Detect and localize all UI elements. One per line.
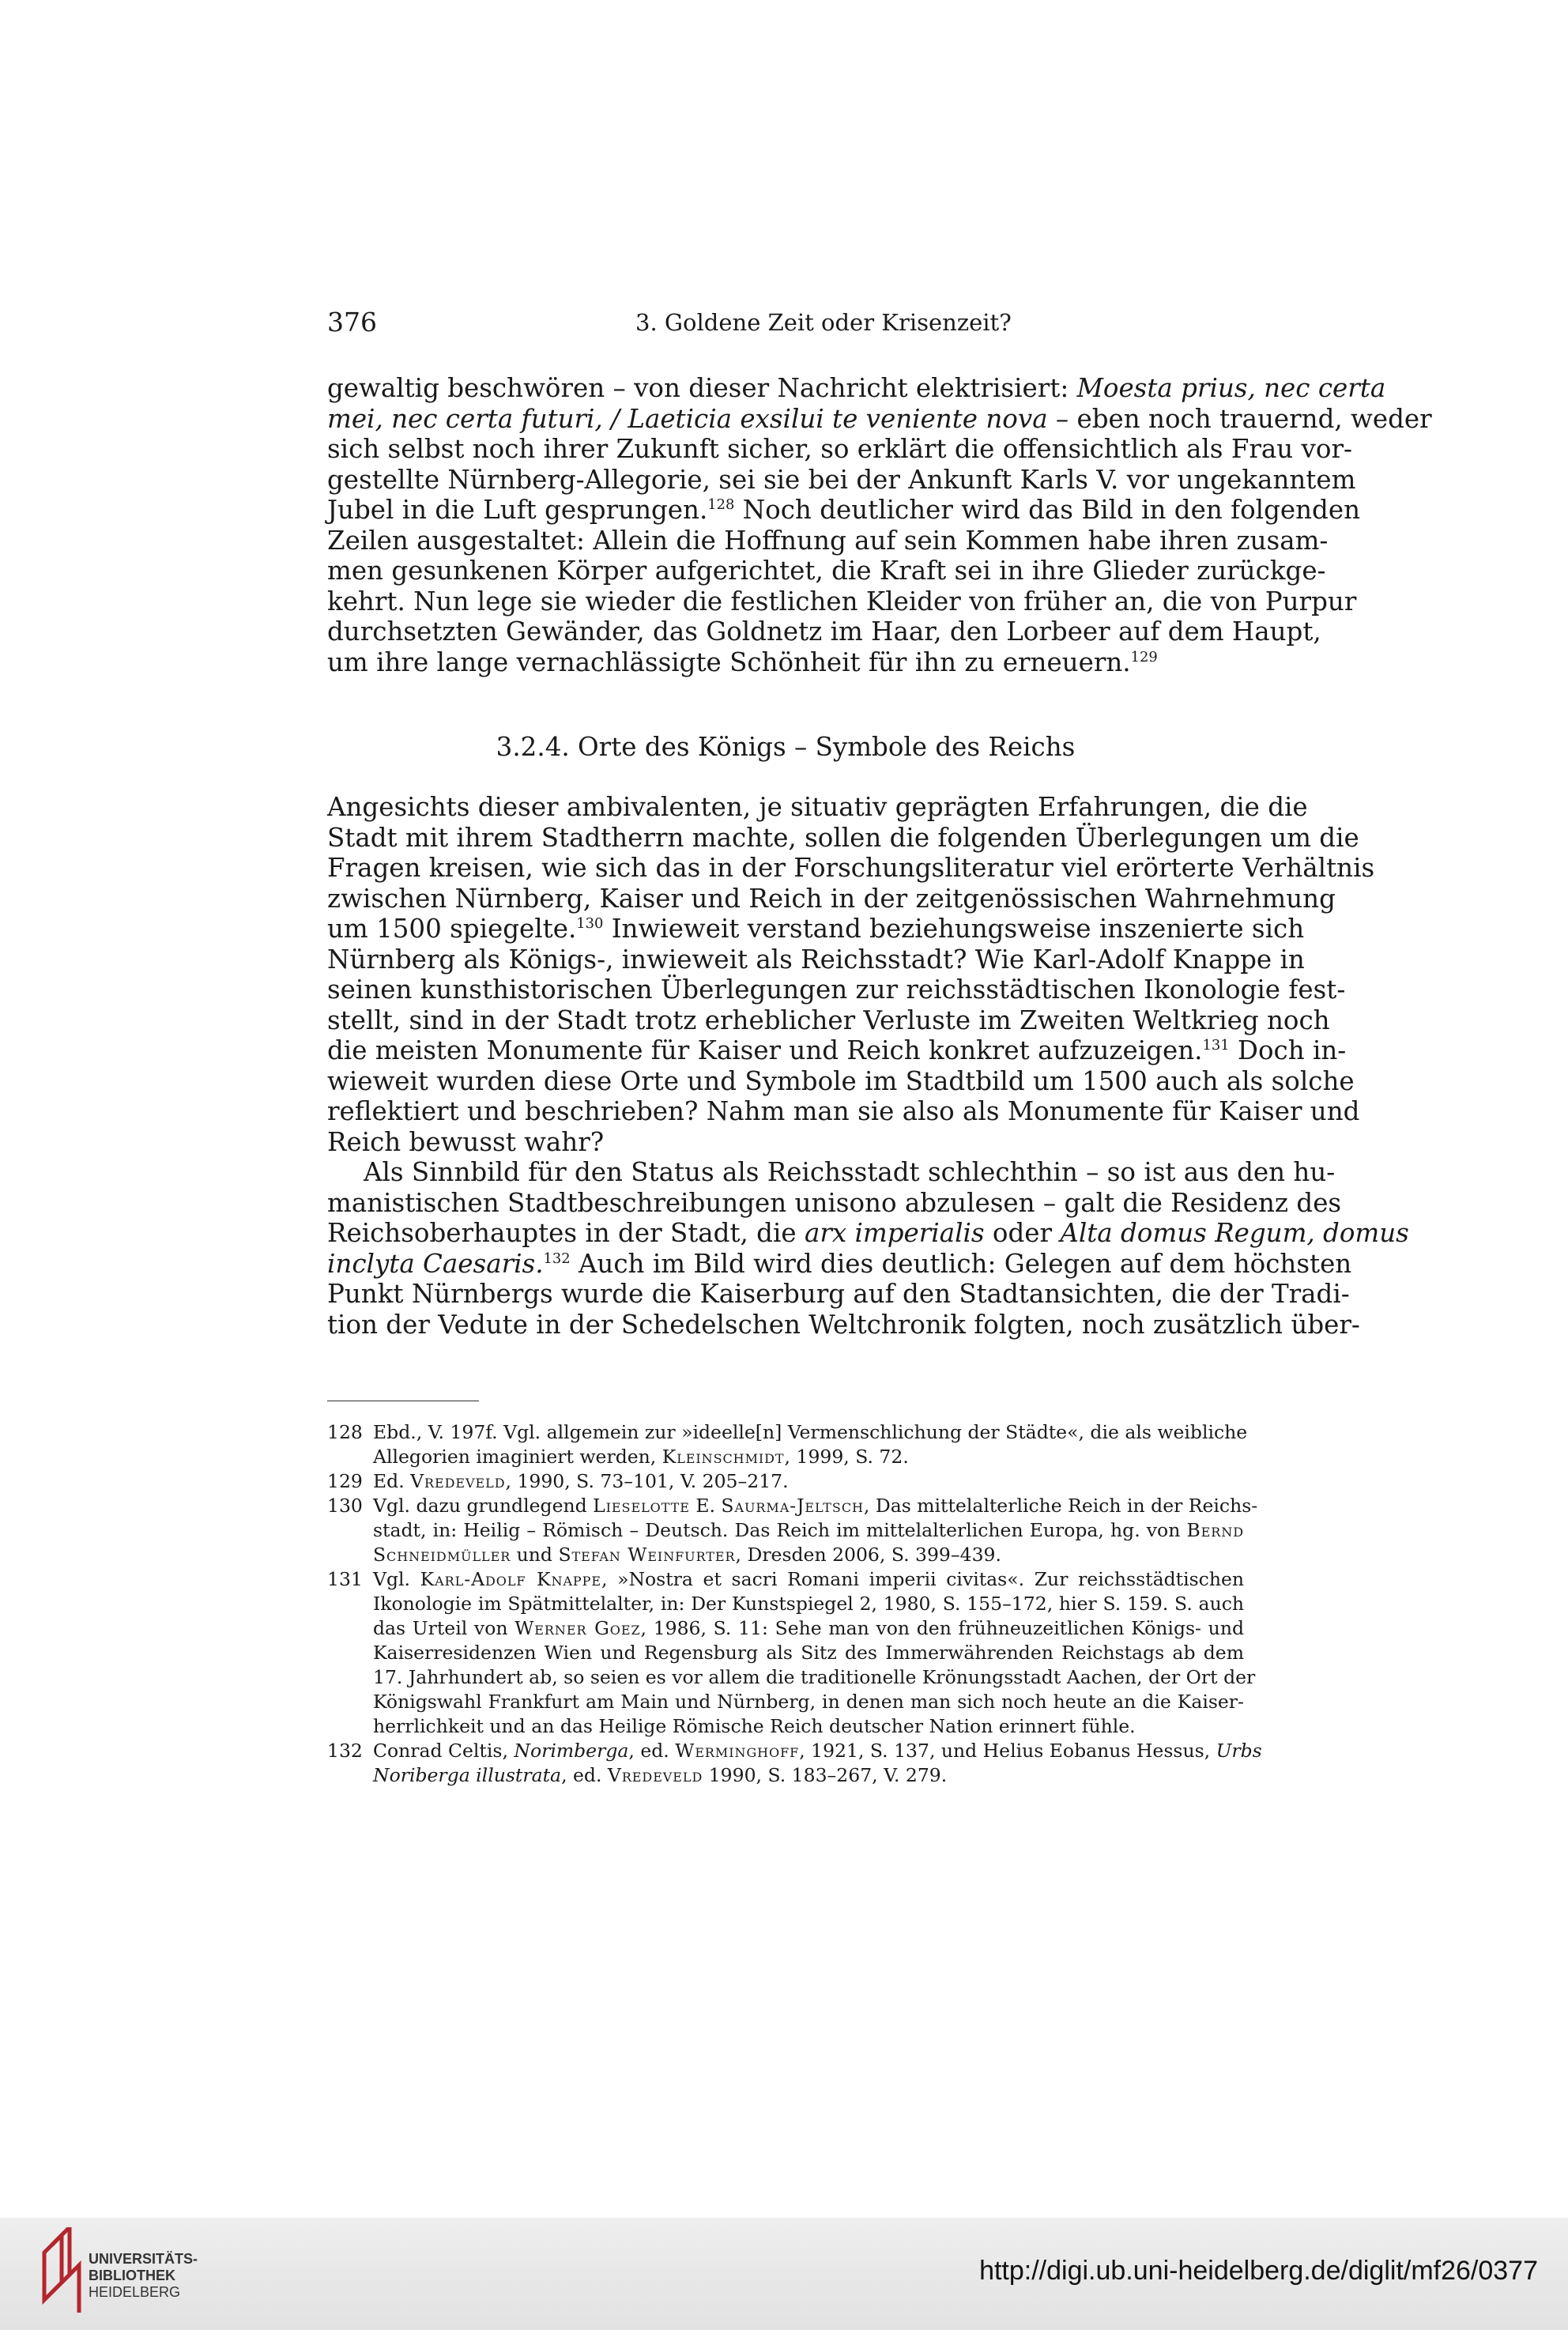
footnote-128 [327,1420,1248,1469]
footnote-number: 129 [327,1470,363,1492]
footnote-line: Allegorien imaginiert werden, Kleinschmidt, 1999, S. 72. [373,1446,909,1468]
footnotes [327,1420,1262,1788]
footnote-line: Ebd., V. 197f. Vgl. allgemein zur »ideelle[n] Vermenschlichung der Städte«, die als weibliche [373,1421,1248,1443]
footnote-130 [327,1494,1258,1567]
footnote-line: Vgl. Karl-Adolf Knappe, »Nostra et sacri Romani imperii civitas«. Zur reichsstädtischen [373,1568,1244,1590]
text-line: Als Sinnbild für den Status als Reichsstadt schlechthin – so ist aus den hu- [364,1157,1336,1187]
permalink-url[interactable]: http://digi.ub.uni-heidelberg.de/diglit/mf26/0377 [979,2256,1538,2286]
footnote-line: Königswahl Frankfurt am Main und Nürnberg, in denen man sich noch heute an die Kaiser- [373,1691,1244,1713]
text-line: wieweit wurden diese Orte und Symbole im Stadtbild um 1500 auch als solche [327,1065,1355,1096]
running-title: 3. Goldene Zeit oder Krisenzeit? [635,309,1012,336]
text-line: men gesunkenen Körper aufgerichtet, die Kraft sei in ihre Glieder zurückge- [327,556,1326,586]
library-name-line: HEIDELBERG [89,2284,181,2300]
text-line: Punkt Nürnbergs wurde die Kaiserburg auf den Stadtansichten, die der Tradi- [327,1279,1350,1309]
text-line: Jubel in die Luft gesprungen.$^{128}$ Noch deutlicher wird das Bild in den folgenden [327,495,1361,525]
section-heading: 3.2.4. Orte des Königs – Symbole des Reichs [496,732,1076,762]
text-line: tion der Vedute in der Schedelschen Weltchronik folgten, noch zusätzlich über- [327,1309,1360,1340]
text-line: Reich bewusst wahr? [327,1126,605,1157]
page-number: 376 [327,307,377,337]
text-line: um 1500 spiegelte.$^{130}$ Inwieweit verstand beziehungsweise inszenierte sich [327,914,1305,944]
footnote-number: 132 [327,1740,363,1762]
footnote-line: das Urteil von Werner Goez, 1986, S. 11: Sehe man von den frühneuzeitlichen Königs- und [373,1617,1244,1639]
text-line: inclyta Caesaris.$^{132}$ Auch im Bild wird dies deutlich: Gelegen auf dem höchsten [327,1248,1352,1279]
footnote-131 [327,1567,1256,1739]
text-line: reflektiert und beschrieben? Nahm man sie also als Monumente für Kaiser und [327,1096,1360,1126]
footnote-line: stadt, in: Heilig – Römisch – Deutsch. Das Reich im mittelalterlichen Europa, hg. von Bernd [373,1519,1244,1541]
library-name [89,2251,198,2301]
text-line: manistischen Stadtbeschreibungen unisono abzulesen – galt die Residenz des [327,1187,1342,1218]
text-line: seinen kunsthistorischen Überlegungen zur reichsstädtischen Ikonologie fest- [327,975,1346,1005]
library-name-line: BIBLIOTHEK [89,2268,175,2283]
digitization-footer [0,2218,1568,2330]
text-line: durchsetzten Gewänder, das Goldnetz im Haar, den Lorbeer auf dem Haupt, [327,616,1321,647]
footnote-line: Conrad Celtis, Norimberga, ed. Werminghoff, 1921, S. 137, und Helius Eobanus Hessus, Urbs [373,1740,1262,1762]
text-line: Stadt mit ihrem Stadtherrn machte, sollen die folgenden Überlegungen um die [327,822,1359,853]
footnote-line: Schneidmüller und Stefan Weinfurter, Dresden 2006, S. 399–439. [373,1544,1001,1566]
running-head [327,307,1244,338]
footnote-line: Ikonologie im Spätmittelalter, in: Der Kunstspiegel 2, 1980, S. 155–172, hier S. 159. S. auch [373,1593,1244,1615]
footnote-line: Ed. Vredeveld, 1990, S. 73–101, V. 205–217. [373,1470,789,1492]
text-line: mei, nec certa futuri, / Laeticia exsilui te veniente nova – eben noch trauernd, weder [327,403,1432,434]
text-line: Angesichts dieser ambivalenten, je situativ geprägten Erfahrungen, die die [327,792,1308,822]
text-line: Nürnberg als Königs-, inwieweit als Reichsstadt? Wie Karl-Adolf Knappe in [327,944,1305,975]
text-line: die meisten Monumente für Kaiser und Reich konkret aufzuzeigen.$^{131}$ Doch in- [327,1035,1347,1065]
text-line: sich selbst noch ihrer Zukunft sicher, so erklärt die offensichtlich als Frau vor- [327,434,1352,464]
text-line: um ihre lange vernachlässigte Schönheit für ihn zu erneuern.$^{129}$ [327,647,1158,677]
text-line: kehrt. Nun lege sie wieder die festlichen Kleider von früher an, die von Purpur [327,586,1357,616]
text-line: gewaltig beschwören – von dieser Nachricht elektrisiert: Moesta prius, nec certa [327,373,1386,403]
paragraph-section-body [327,792,1409,1340]
library-logo-icon [38,2227,85,2314]
footnote-number: 128 [327,1421,363,1443]
text-line: gestellte Nürnberg-Allegorie, sei sie bei der Ankunft Karls V. vor ungekanntem [327,464,1356,495]
footnote-number: 130 [327,1495,363,1517]
text-line: Fragen kreisen, wie sich das in der Forschungsliteratur viel erörterte Verhältnis [327,853,1375,883]
paragraph-continuation [327,373,1432,677]
footnote-line: Noriberga illustrata, ed. Vredeveld 1990, S. 183–267, V. 279. [373,1764,948,1786]
library-name-line: UNIVERSITÄTS- [89,2251,198,2267]
footnote-line: Vgl. dazu grundlegend Lieselotte E. Saurma-Jeltsch, Das mittelalterliche Reich in der Reichs- [373,1495,1258,1517]
footnote-line: 17. Jahrhundert ab, so seien es vor allem die traditionelle Krönungsstadt Aachen, der Ort der [373,1666,1256,1688]
footnote-line: herrlichkeit und an das Heilige Römische Reich deutscher Nation erinnert fühle. [373,1715,1136,1737]
footnote-129 [327,1469,1244,1494]
text-line: stellt, sind in der Stadt trotz erheblicher Verluste im Zweiten Weltkrieg noch [327,1005,1330,1035]
text-line: zwischen Nürnberg, Kaiser und Reich in der zeitgenössischen Wahrnehmung [327,883,1336,914]
text-line: Zeilen ausgestaltet: Allein die Hoffnung auf sein Kommen habe ihren zusam- [327,525,1329,556]
footnote-line: Kaiserresidenzen Wien und Regensburg als Sitz des Immerwährenden Reichstags ab dem [373,1642,1244,1664]
footnote-number: 131 [327,1568,363,1590]
text-line: Reichsoberhauptes in der Stadt, die arx imperialis oder Alta domus Regum, domus [327,1218,1409,1248]
footnote-132 [327,1739,1262,1788]
